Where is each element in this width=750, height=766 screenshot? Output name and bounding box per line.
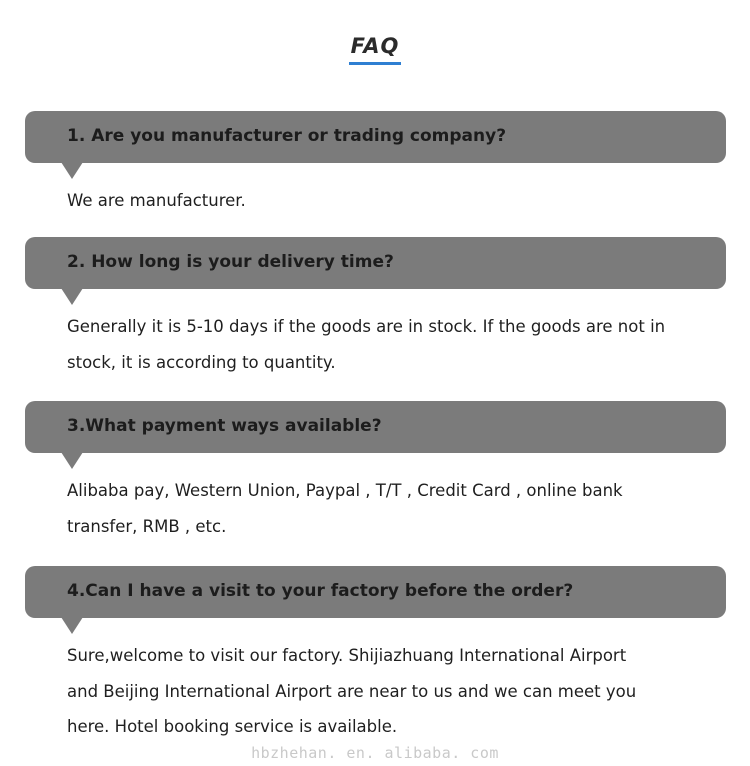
question-bar	[25, 111, 726, 163]
faq-item-2	[25, 237, 726, 380]
answer-text: We are manufacturer.	[67, 191, 246, 210]
answer-text: Generally it is 5-10 days if the goods are in stock. If the goods are not in stock, it is according to quantity.	[67, 317, 666, 372]
question-text: 4.Can I have a visit to your factory before the order?	[67, 581, 574, 601]
watermark: hbzhehan. en. alibaba. com	[251, 744, 499, 762]
question-bar	[25, 566, 726, 618]
question-bar	[25, 401, 726, 453]
faq-item-3	[25, 401, 726, 544]
question-text: 1. Are you manufacturer or trading company?	[67, 126, 507, 146]
faq-item-4	[25, 566, 726, 745]
question-text: 3.What payment ways available?	[67, 416, 382, 436]
page-header	[0, 34, 750, 65]
answer-text: Sure,welcome to visit our factory. Shijiazhuang International Airport and Beijing International Airport are near to us and we can meet you here. Hotel booking service is available.	[67, 646, 637, 736]
answer-text: Alibaba pay, Western Union, Paypal , T/T , Credit Card , online bank transfer, RMB , etc.	[67, 481, 623, 536]
question-bar	[25, 237, 726, 289]
page-title: FAQ	[349, 34, 401, 65]
question-text: 2. How long is your delivery time?	[67, 252, 394, 272]
faq-item-1	[25, 111, 726, 219]
